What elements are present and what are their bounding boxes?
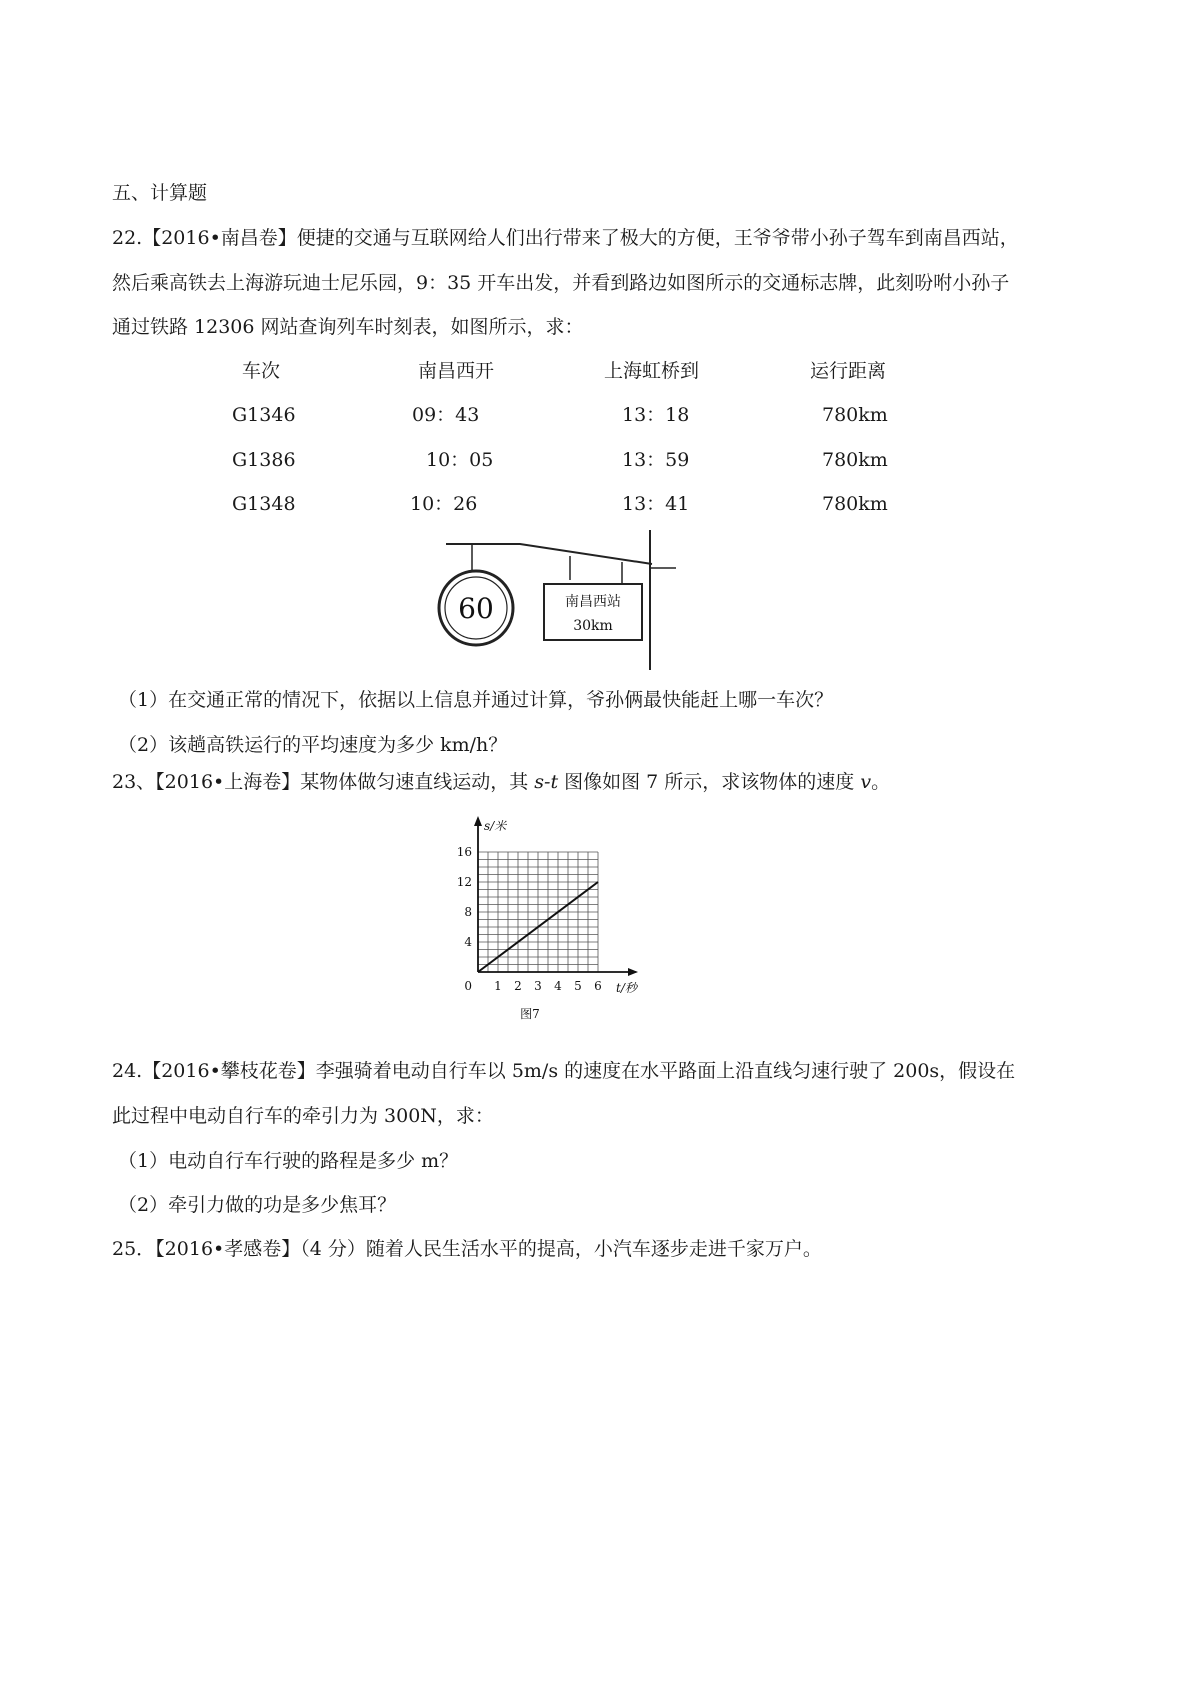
- table-cell: 13：41: [622, 493, 690, 515]
- q22-text-line2: 然后乘高铁去上海游玩迪士尼乐园，9：35 开车出发，并看到路边如图所示的交通标志牌，此刻吩咐小孙子: [112, 272, 1010, 294]
- q24-text-line2: 此过程中电动自行车的牵引力为 300N，求：: [112, 1105, 494, 1127]
- q23-st-symbol: s-t: [534, 771, 559, 793]
- table-cell: 10：26: [410, 493, 478, 515]
- q22-text-line1: 22.【2016•南昌卷】便捷的交通与互联网给人们出行带来了极大的方便，王爷爷带小孙子驾车到南昌西站，: [112, 227, 1019, 249]
- q22-sub1: （1）在交通正常的情况下，依据以上信息并通过计算，爷孙俩最快能赶上哪一车次？: [118, 689, 834, 711]
- y-tick-label: 4: [464, 935, 472, 949]
- q24-text-line1: 24.【2016•攀枝花卷】李强骑着电动自行车以 5m/s 的速度在水平路面上沿直线匀速行驶了 200s，假设在: [112, 1060, 1016, 1082]
- y-axis-arrow: [474, 816, 482, 826]
- table-cell: 780km: [822, 404, 888, 426]
- section-title: 五、计算题: [112, 182, 208, 204]
- origin-label: 0: [464, 979, 472, 993]
- y-tick-label: 12: [456, 875, 472, 889]
- y-tick-label: 16: [456, 845, 472, 859]
- q23-text-part: 图像如图 7 所示，求该物体的速度: [558, 771, 861, 793]
- chart-grid: [478, 852, 598, 972]
- table-header-arrive: 上海虹桥到: [604, 360, 700, 382]
- x-tick-label: 1: [494, 979, 502, 993]
- table-header-distance: 运行距离: [810, 360, 887, 382]
- x-tick-label: 4: [554, 979, 562, 993]
- table-cell: 780km: [822, 449, 888, 471]
- table-header-train: 车次: [242, 360, 281, 382]
- q22-sub2: （2）该趟高铁运行的平均速度为多少 km/h？: [118, 734, 508, 756]
- x-tick-label: 6: [594, 979, 602, 993]
- q24-sub1: （1）电动自行车行驶的路程是多少 m？: [118, 1150, 459, 1172]
- table-cell: 13：18: [622, 404, 690, 426]
- q23-text-part: 23、【2016•上海卷】某物体做匀速直线运动，其: [112, 771, 535, 793]
- table-cell: 780km: [822, 493, 888, 515]
- table-cell: 13：59: [622, 449, 690, 471]
- q22-text-line3: 通过铁路 12306 网站查询列车时刻表，如图所示，求：: [112, 316, 584, 338]
- x-tick-label: 2: [514, 979, 522, 993]
- st-graph: [440, 812, 660, 1034]
- x-axis-arrow: [628, 968, 638, 976]
- q23-text-part: 。: [871, 771, 891, 793]
- table-cell: G1348: [232, 493, 296, 515]
- table-cell: G1386: [232, 449, 296, 471]
- sign-gantry-beam: [446, 544, 652, 564]
- x-tick-label: 5: [574, 979, 582, 993]
- q24-sub2: （2）牵引力做的功是多少焦耳？: [118, 1194, 397, 1216]
- x-axis-label: t/秒: [616, 981, 637, 995]
- table-cell: 09：43: [412, 404, 480, 426]
- chart-axes: [474, 816, 638, 976]
- table-cell: G1346: [232, 404, 296, 426]
- speed-limit-value: 60: [458, 592, 494, 625]
- q23-v-symbol: v: [860, 771, 872, 793]
- chart-caption: 图7: [520, 1007, 540, 1021]
- sign-station-distance: 30km: [573, 618, 613, 634]
- y-axis-label: s/米: [484, 819, 507, 833]
- q25-text-line1: 25．【2016•孝感卷】（4 分）随着人民生活水平的提高，小汽车逐步走进千家万户。: [112, 1238, 822, 1260]
- y-tick-label: 8: [464, 905, 472, 919]
- x-tick-label: 3: [534, 979, 542, 993]
- table-header-depart: 南昌西开: [418, 360, 495, 382]
- traffic-sign-figure: [432, 528, 678, 672]
- q23-text: [112, 773, 890, 792]
- table-cell: 10：05: [426, 449, 494, 471]
- sign-station-name: 南昌西站: [565, 594, 621, 610]
